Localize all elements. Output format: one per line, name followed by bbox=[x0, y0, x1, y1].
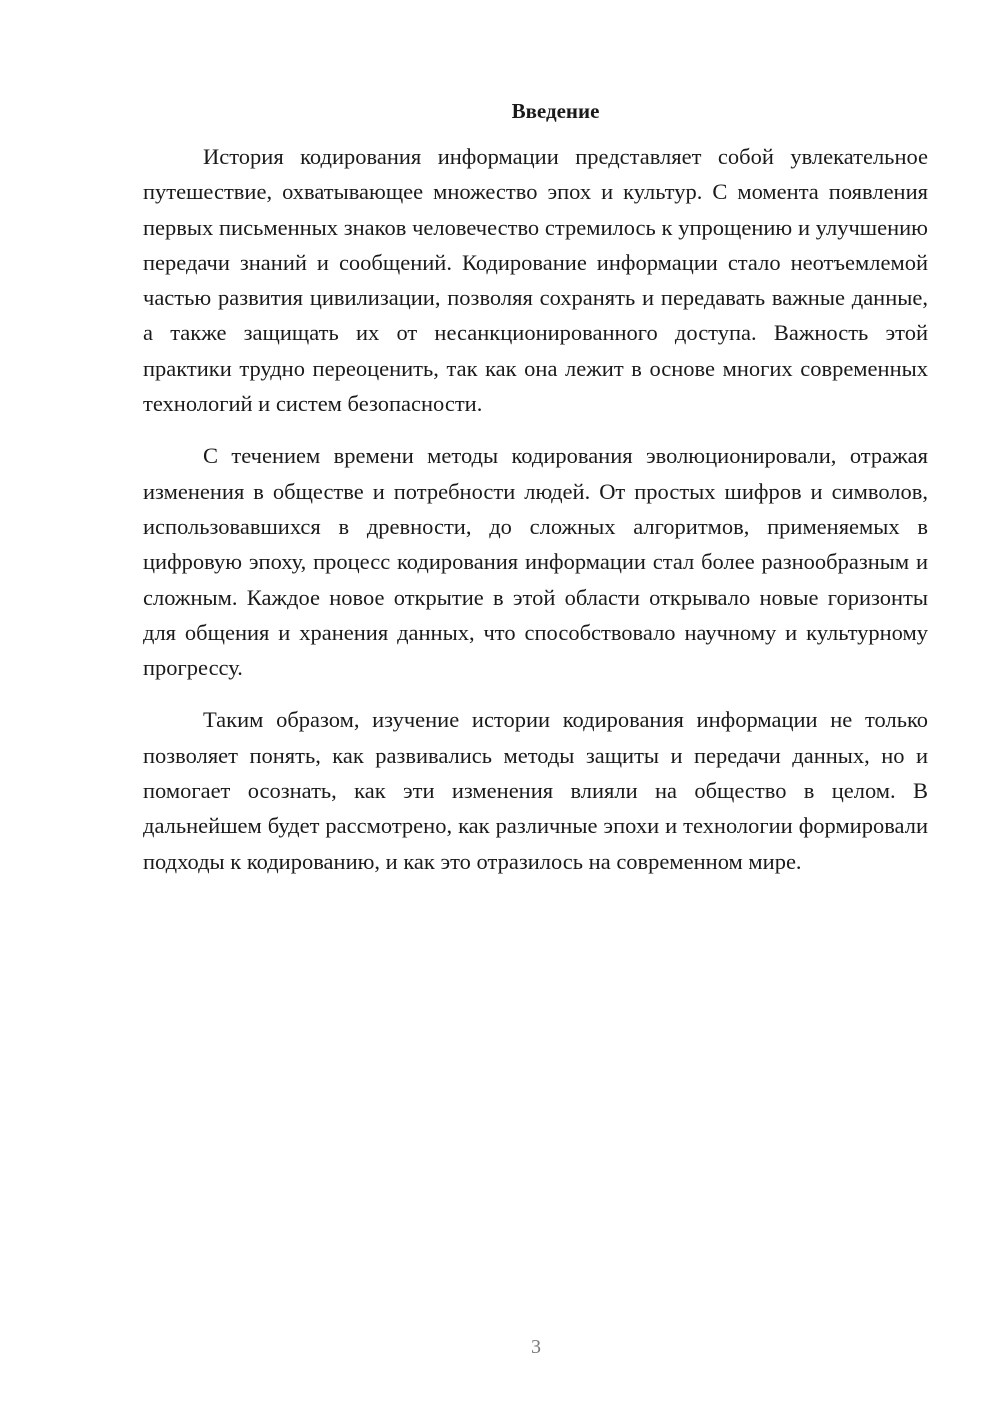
paragraph-1: История кодирования информации представляет собой увлекательное путешествие, охватывающее множество эпох и культур. С момента появления первых письменных знаков человечество стремилось к упрощению и улучшению передачи знаний и сообщений. Кодирование информации стало неотъемлемой частью развития цивилизации, позволяя сохранять и передавать важные данные, а также защищать их от несанкционированного доступа. Важность этой практики трудно переоценить, так как она лежит в основе многих современных технологий и систем безопасности. bbox=[143, 144, 928, 417]
paragraph-3: Таким образом, изучение истории кодирования информации не только позволяет понять, как развивались методы защиты и передачи данных, но и помогает осознать, как эти изменения влияли на общество в целом. В дальнейшем будет рассмотрено, как различные эпохи и технологии формировали подходы к кодированию, и как это отразилось на современном мире. bbox=[143, 707, 928, 874]
paragraph-2: С течением времени методы кодирования эволюционировали, отражая изменения в обществе и потребности людей. От простых шифров и символов, использовавшихся в древности, до сложных алгоритмов, применяемых в цифровую эпоху, процесс кодирования информации стал более разнообразным и сложным. Каждое новое открытие в этой области открывало новые горизонты для общения и хранения данных, что способствовало научному и культурному прогрессу. bbox=[143, 443, 928, 681]
page-content bbox=[143, 96, 928, 879]
page-number: 3 bbox=[531, 1336, 541, 1358]
section-heading: Введение bbox=[511, 99, 600, 123]
